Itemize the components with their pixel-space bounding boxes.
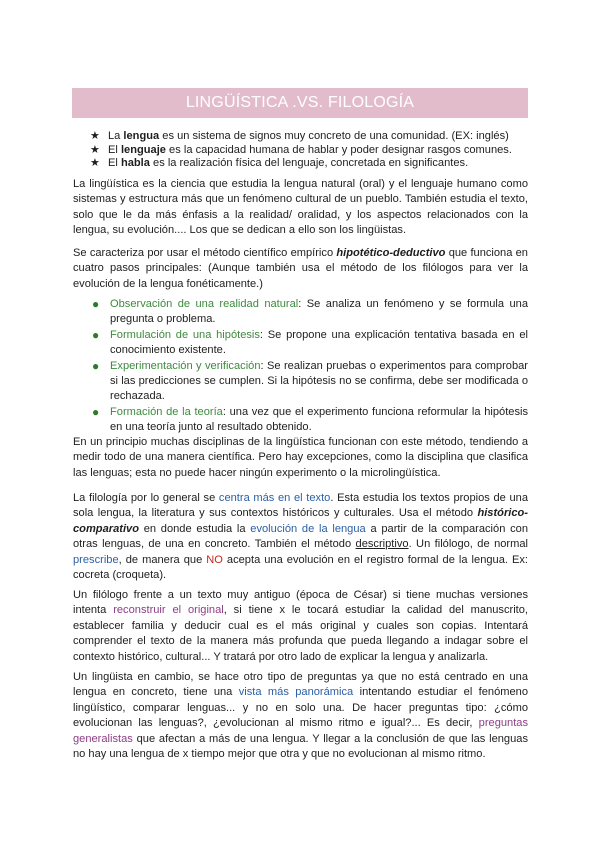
paragraph-filologo: Un filólogo frente a un texto muy antiguo (época de César) si tiene muchas versiones intenta reconstruir el original, si tiene x le tocará estudiar la calidad del manuscrito, establecer familia y deducir cual es el más original y cuales son copias. Intentará comprender el texto de la manera más profunda que pueda llegando a indagar sobre el contexto histórico, cultural... Y tratará por otro lado de explicar la lengua y analizarla. (73, 589, 528, 663)
bullet-dot-icon: ● (92, 404, 100, 419)
paragraph-metodo: Se caracteriza por usar el método científico empírico hipotético-deductivo que funciona en cuatro pasos principales: (Aunque también usa el método de los filólogos para ver la evolución de la lengua fonéticamente.) (73, 247, 528, 290)
star-icon: ★ (90, 157, 100, 170)
definition-item: ★ El habla es la realización física del lenguaje, concretada en significantes. (90, 157, 469, 170)
title-banner (72, 88, 528, 118)
bullet-dot-icon: ● (92, 327, 100, 342)
steps-list (92, 297, 528, 436)
term-hipotetico-deductivo: hipotético-deductivo (336, 247, 446, 259)
definitions-list (90, 130, 530, 171)
step-item: ● Formulación de una hipótesis: Se propone una explicación tentativa basada en el conocimiento existente. (92, 327, 528, 357)
paragraph-linguista: Un lingüista en cambio, se hace otro tipo de preguntas ya que no está centrado en una lengua en concreto, tiene una vista más panorámica intentando estudiar el fenómeno lingüístico, comparar lenguas... y no en solo una. De hacer preguntas tipo: ¿cómo evolucionan las lenguas?, ¿evolucionan al mismo ritmo e igual?... Es decir, preguntas generalistas que afectan a más de una lengua. Y llegar a la conclusión de que las lenguas no hay una lengua de x tiempo mejor que otra y que no evolucionan al mismo ritmo. (73, 671, 529, 761)
definition-item: ★ El lenguaje es la capacidad humana de hablar y poder designar rasgos comunes. (90, 143, 512, 156)
term-lenguaje: lenguaje (120, 143, 166, 156)
star-icon: ★ (90, 130, 100, 142)
term-habla: habla (120, 157, 150, 170)
star-icon: ★ (90, 143, 100, 156)
step-item: ● Observación de una realidad natural: Se analiza un fenómeno y se formula una pregunta o problema. (92, 297, 528, 326)
paragraph-linguistica: La lingüística es la ciencia que estudia la lengua natural (oral) y el lenguaje humano como sistemas y estructura más que un fenómeno cultural de un pueblo. También estudia el texto, solo que le da más énfasis a la realidad/ oralidad, y los aspectos relacionados con la lengua, su evolución.... Los que se dedican a ello son los lingüistas. (73, 178, 528, 237)
definition-item: ★ La lengua es un sistema de signos muy concreto de una comunidad. (EX: inglés) (90, 130, 509, 142)
step-item: ● Experimentación y verificación: Se realizan pruebas o experimentos para comprobar si las predicciones se cumplen. Si la hipótesis no se confirma, debe ser modificada o rechazada. (92, 358, 528, 403)
term-lengua: lengua (123, 130, 160, 142)
paragraph-filologia: La filología por lo general se centra más en el texto. Esta estudia los textos propios de una sola lengua, la literatura y sus contextos históricos y culturales. Usa el método histórico-comparativo en donde estudia la evolución de la lengua a partir de la comparación con otras lenguas, de una en concreto. También el método descriptivo. Un filólogo, de normal prescribe, de manera que NO acepta una evolución en el registro formal de la lengua. Ex: cocreta (croqueta). (73, 492, 528, 582)
page-title: LINGÜÍSTICA .VS. FILOLOGÍA (185, 94, 415, 111)
bullet-dot-icon: ● (92, 297, 100, 311)
paragraph-disciplinas: En un principio muchas disciplinas de la lingüística funcionan con este método, tendiendo a medir todo de una manera científica. Pero hay excepciones, como la disciplina que clasifica las lenguas; esta no puede hacer ningún experimento o la microlingüística. (73, 436, 528, 479)
term-historico-comparativo: histórico-comparativo (73, 507, 528, 535)
bullet-dot-icon: ● (92, 358, 100, 373)
step-item: ● Formación de la teoría: una vez que el experimento funciona reformular la hipótesis en una teoría junto al resultado obtenido. (92, 404, 528, 434)
